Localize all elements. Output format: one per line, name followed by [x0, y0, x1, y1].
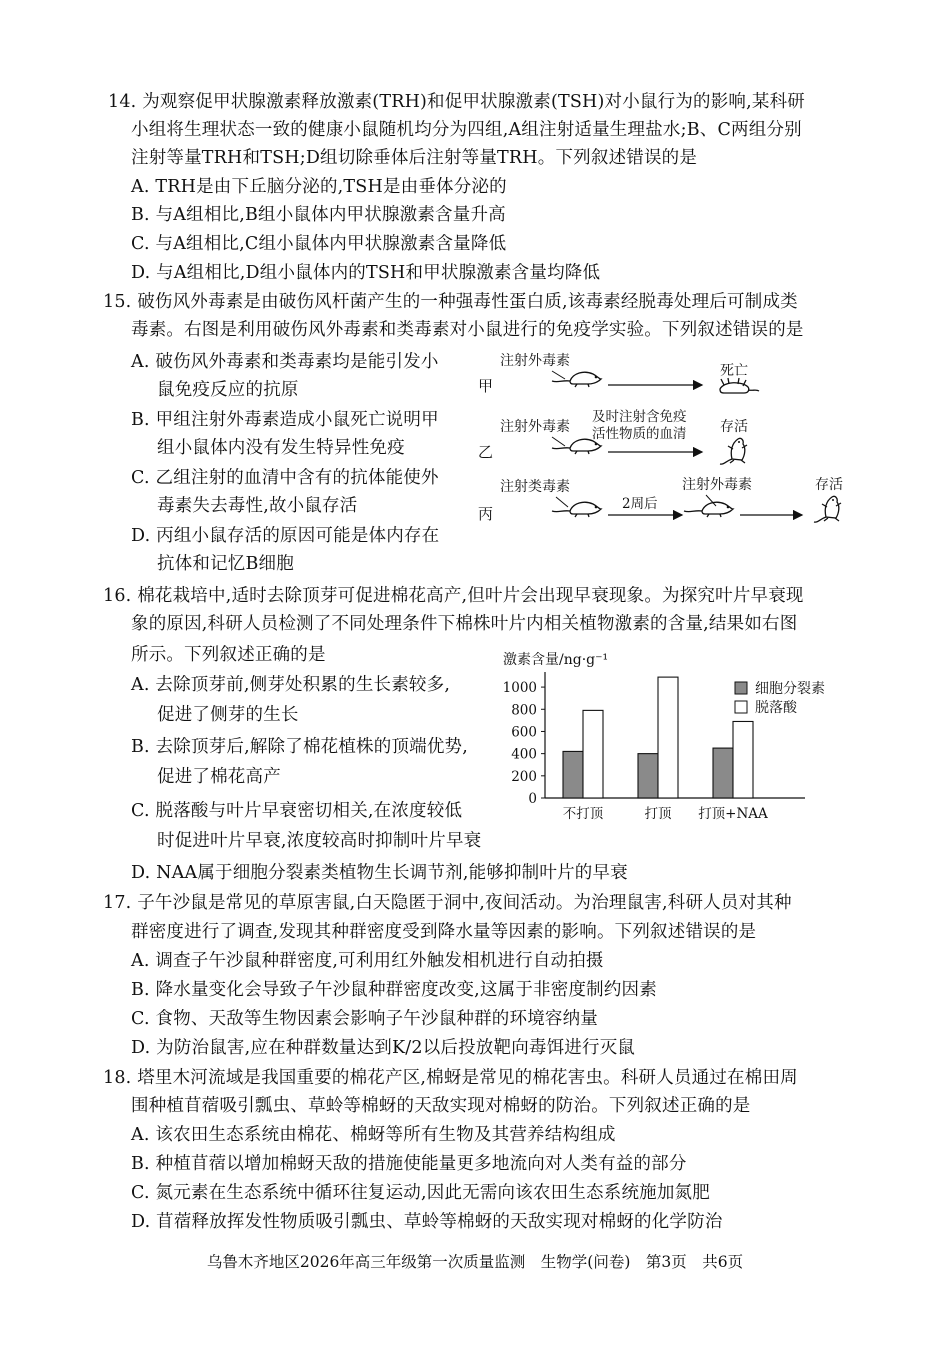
question-18-option-d: D. 苜蓿释放挥发性物质吸引瓢虫、草蛉等棉蚜的天敌实现对棉蚜的化学防治 — [131, 1212, 723, 1232]
chart-legend-swatch — [735, 701, 747, 713]
question-18-stem-line: 围种植苜蓿吸引瓢虫、草蛉等棉蚜的天敌实现对棉蚜的防治。下列叙述正确的是 — [131, 1096, 751, 1116]
question-16-option-b: B. 去除顶芽后,解除了棉花植株的顶端优势, — [131, 737, 469, 757]
chart-y-tick-label: 600 — [511, 724, 537, 741]
outcome-dead-label: 死亡 — [720, 363, 748, 379]
chart-y-tick-label: 800 — [511, 702, 537, 719]
question-17-stem-line: 17. 子午沙鼠是常见的草原害鼠,白天隐匿于洞中,夜间活动。为治理鼠害,科研人员对其种 — [103, 893, 792, 913]
question-16-stem-line: 16. 棉花栽培中,适时去除顶芽可促进棉花高产,但叶片会出现早衰现象。为探究叶片早衰现 — [103, 586, 804, 606]
two-weeks-label: 2周后 — [622, 496, 658, 512]
question-14-stem-line: 注射等量TRH和TSH;D组切除垂体后注射等量TRH。下列叙述错误的是 — [131, 148, 698, 168]
group-label-jia: 甲 — [478, 377, 494, 395]
dead-mouse-icon — [720, 378, 759, 393]
chart-bar-abscisic-acid — [583, 710, 603, 798]
alive-mouse-icon — [814, 496, 841, 522]
chart-legend-swatch — [735, 682, 747, 694]
question-15-option-b-cont: 组小鼠体内没有发生特异性免疫 — [157, 438, 405, 458]
serum-label-line2: 活性物质的血清 — [592, 426, 687, 442]
alive-mouse-icon — [720, 438, 747, 464]
question-14-option-c: C. 与A组相比,C组小鼠体内甲状腺激素含量降低 — [131, 234, 507, 254]
question-16-option-c-cont: 时促进叶片早衰,浓度较高时抑制叶片早衰 — [157, 831, 482, 851]
question-18-option-a: A. 该农田生态系统由棉花、棉蚜等所有生物及其营养结构组成 — [131, 1125, 616, 1145]
chart-legend-label: 脱落酸 — [755, 700, 797, 716]
chart-y-tick-label: 200 — [511, 768, 537, 785]
inject-toxin-label-jia: 注射外毒素 — [500, 353, 570, 369]
inject-toxin-label-bing: 注射外毒素 — [682, 477, 752, 493]
chart-x-tick-label: 打顶+NAA — [698, 806, 768, 822]
chart-legend-label: 细胞分裂素 — [755, 681, 825, 697]
question-14-stem-line: 小组将生理状态一致的健康小鼠随机均分为四组,A组注射适量生理盐水;B、C两组分别 — [131, 120, 802, 140]
page-footer: 乌鲁木齐地区2026年高三年级第一次质量监测 生物学(问卷) 第3页 共6页 — [206, 1253, 744, 1271]
outcome-alive-label-yi: 存活 — [720, 419, 748, 435]
question-15-option-c-cont: 毒素失去毒性,故小鼠存活 — [157, 496, 358, 516]
chart-y-tick-label: 400 — [511, 746, 537, 763]
hormone-bar-chart — [495, 648, 865, 828]
question-18-stem-line: 18. 塔里木河流域是我国重要的棉花产区,棉蚜是常见的棉花害虫。科研人员通过在棉田周 — [103, 1068, 798, 1088]
chart-x-tick-label: 打顶 — [644, 806, 672, 822]
mouse-icon — [684, 502, 733, 517]
question-16-option-c: C. 脱落酸与叶片早衰密切相关,在浓度较低 — [131, 801, 463, 821]
chart-bar-abscisic-acid — [733, 721, 753, 798]
group-label-yi: 乙 — [478, 443, 494, 461]
chart-bar-cytokinin — [713, 748, 733, 798]
question-15-stem-line: 15. 破伤风外毒素是由破伤风杆菌产生的一种强毒性蛋白质,该毒素经脱毒处理后可制成类 — [103, 292, 798, 312]
question-14-option-b: B. 与A组相比,B组小鼠体内甲状腺激素含量升高 — [131, 205, 506, 225]
inject-toxin-label-yi: 注射外毒素 — [500, 419, 570, 435]
chart-x-tick-label: 不打顶 — [562, 806, 604, 822]
question-15-option-c: C. 乙组注射的血清中含有的抗体能使外 — [131, 468, 439, 488]
question-17-option-d: D. 为防治鼠害,应在种群数量达到K/2以后投放靶向毒饵进行灭鼠 — [131, 1038, 636, 1058]
immunology-experiment-diagram — [470, 345, 860, 585]
question-16-option-d: D. NAA属于细胞分裂素类植物生长调节剂,能够抑制叶片的早衰 — [131, 863, 628, 883]
question-17-option-a: A. 调查子午沙鼠种群密度,可利用红外触发相机进行自动拍摄 — [131, 951, 604, 971]
question-16-option-a: A. 去除顶芽前,侧芽处积累的生长素较多, — [131, 675, 451, 695]
question-16-stem-line: 所示。下列叙述正确的是 — [131, 645, 326, 665]
question-14-option-d: D. 与A组相比,D组小鼠体内的TSH和甲状腺激素含量均降低 — [131, 263, 601, 283]
question-14-option-a: A. TRH是由下丘脑分泌的,TSH是由垂体分泌的 — [131, 177, 507, 197]
question-17-option-b: B. 降水量变化会导致子午沙鼠种群密度改变,这属于非密度制约因素 — [131, 980, 657, 1000]
mouse-icon — [552, 502, 601, 517]
outcome-alive-label-bing: 存活 — [815, 477, 843, 493]
serum-label-line1: 及时注射含免疫 — [592, 409, 687, 425]
question-16-option-b-cont: 促进了棉花高产 — [157, 767, 281, 787]
mouse-icon — [552, 372, 601, 387]
question-15-option-d: D. 丙组小鼠存活的原因可能是体内存在 — [131, 526, 440, 546]
question-15-option-d-cont: 抗体和记忆B细胞 — [157, 554, 294, 574]
question-15-stem-line: 毒素。右图是利用破伤风外毒素和类毒素对小鼠进行的免疫学实验。下列叙述错误的是 — [131, 320, 804, 340]
question-18-option-c: C. 氮元素在生态系统中循环往复运动,因此无需向该农田生态系统施加氮肥 — [131, 1183, 710, 1203]
group-label-bing: 丙 — [478, 505, 494, 523]
chart-y-tick-label: 1000 — [502, 680, 537, 697]
inject-toxoid-label: 注射类毒素 — [500, 479, 570, 495]
question-14-stem-line: 14. 为观察促甲状腺激素释放激素(TRH)和促甲状腺激素(TSH)对小鼠行为的影响,某科研 — [108, 92, 805, 112]
question-17-stem-line: 群密度进行了调查,发现其种群密度受到降水量等因素的影响。下列叙述错误的是 — [131, 922, 757, 942]
question-15-option-b: B. 甲组注射外毒素造成小鼠死亡说明甲 — [131, 410, 439, 430]
question-16-option-a-cont: 促进了侧芽的生长 — [157, 705, 299, 725]
chart-bar-cytokinin — [638, 754, 658, 798]
question-17-option-c: C. 食物、天敌等生物因素会影响子午沙鼠种群的环境容纳量 — [131, 1009, 598, 1029]
chart-bar-abscisic-acid — [658, 677, 678, 798]
chart-y-tick-label: 0 — [528, 791, 537, 807]
chart-bar-cytokinin — [563, 751, 583, 798]
question-18-option-b: B. 种植苜蓿以增加棉蚜天敌的措施使能量更多地流向对人类有益的部分 — [131, 1154, 687, 1174]
question-15-option-a: A. 破伤风外毒素和类毒素均是能引发小 — [131, 352, 439, 372]
question-15-option-a-cont: 鼠免疫反应的抗原 — [157, 380, 299, 400]
chart-y-axis-label: 激素含量/ng·g⁻¹ — [503, 652, 609, 668]
question-16-stem-line: 象的原因,科研人员检测了不同处理条件下棉株叶片内相关植物激素的含量,结果如右图 — [131, 614, 798, 634]
